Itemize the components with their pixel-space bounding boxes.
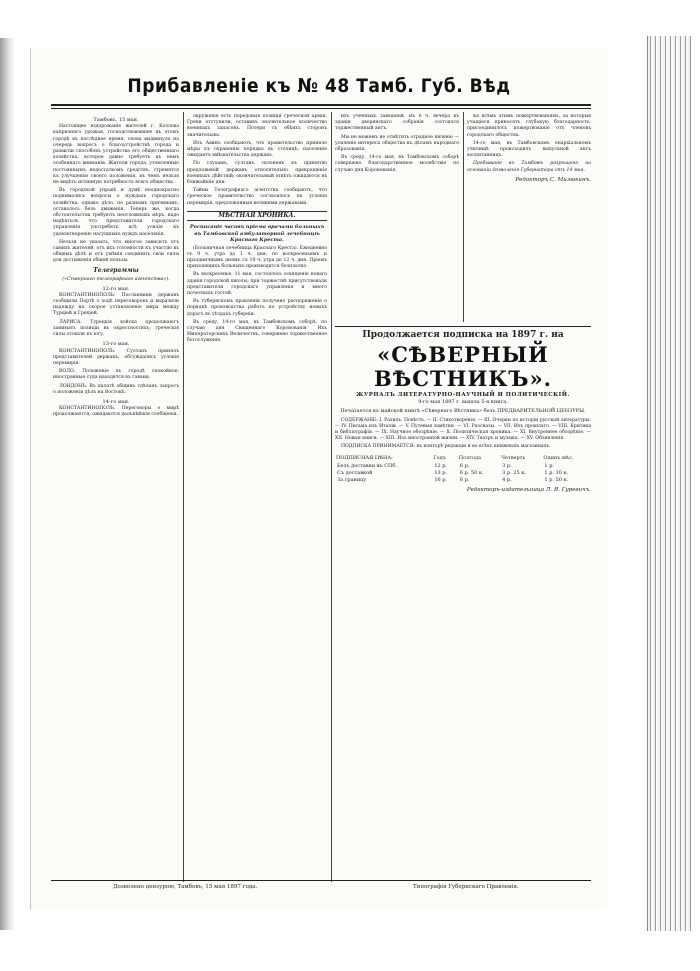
footer-rule: [51, 880, 591, 881]
article-paragraph: Въ среду, 14-го мая, въ Тамбовскомъ соборѣ совершено благодарственное молебствіе по случаю дня Коронованія.: [335, 155, 459, 173]
article-paragraph: Настоящее вздорожаніе жителей г. Козлова капризнаго урожая, господствовавшее въ этомъ городѣ въ послѣднее время, снова выдвинуло на очередь вопросъ о благоустройствѣ города и развитіи способовъ устройства его общественнаго хозяйства, которое давно требуетъ въ немъ особеннаго вниманія. Жители города, утомленные постояннымъ недостаткомъ средствъ, стремятся къ улучшенію своего положенія, въ чемъ нельзя не видѣть истинную потребность всего общества.: [53, 124, 179, 186]
article-paragraph: Въ городской управѣ и думѣ неоднократно поднимались вопросы о нуждахъ городскаго хозяйства; однако дѣло, по разнымъ причинамъ, оставалось безъ движенія. Теперь же, когда обстоятельства требуютъ неотложныхъ мѣръ, надо надѣяться, что представители городскаго управленія употребятъ всѣ усилія къ удовлетворенію насущныхъ нуждъ населенія.: [53, 188, 179, 237]
telegram-subheading: («Сѣвернаго телеграфнаго агентства»).: [62, 276, 170, 282]
telegram-heading: Телеграммы: [93, 266, 139, 274]
price-cell: 8 р.: [459, 476, 470, 483]
price-cell: 13 р.: [434, 469, 448, 476]
price-col-header: Четверть: [501, 454, 526, 461]
editor-signature: Редакторъ С. Милюкинъ.: [515, 176, 591, 183]
chronicle-paragraph: Въ среду, 14-го мая, въ Тамбовскомъ соборѣ, по случаю дня Священнаго Коронованія Ихъ Императорскихъ Величествъ, совершено торжественное богослуженіе.: [187, 319, 327, 344]
column-divider-2: [331, 112, 332, 882]
price-cell: 1 р. 50 к.: [544, 476, 569, 483]
article-paragraph: ихъ учебныхъ заведеній. Въ 6 ч. вечера въ зданіи дворянскаго собранія состоялся торжественный актъ.: [335, 114, 459, 132]
article-paragraph: По слухамъ, султанъ склоненъ къ принятію предложеній державъ относительно прекращенія военныхъ дѣйствій; окончательный отвѣтъ ожидается въ ближайшіе дни.: [187, 161, 327, 186]
price-row-label: За границу: [337, 476, 367, 483]
column-1: [53, 114, 179, 880]
page-title: Прибавленіе къ № 48 Тамб. Губ. Вѣд: [127, 75, 511, 97]
price-cell: 12 р.: [434, 462, 448, 469]
subscription-info: ПОДПИСКА ПРИНИМАЕТСЯ: въ конторѣ редакціи и во всѣхъ книжныхъ магазинахъ.: [341, 444, 551, 450]
price-cell: 3 р.: [502, 462, 512, 469]
local-chronicle-heading: МѢСТНАЯ ХРОНИКА.: [187, 211, 327, 221]
price-cell: 1 р.: [544, 462, 554, 469]
chronicle-paragraph: Въ воскресенье, 11 мая, состоялось освященіе новаго зданія городской школы; при торжествѣ присутствовали представители городскаго управленія и много почетныхъ гостей.: [187, 272, 327, 296]
price-col-header: Годъ: [433, 454, 446, 461]
price-cell: 6 р. 50 к.: [459, 469, 484, 476]
price-row: [335, 463, 591, 470]
schedule-text: (Больничная лечебница Краснаго Креста). Ежедневно съ 9 ч. утра до 1 ч. дня; по воскресеньямъ и праздничнымъ днямъ съ 10 ч. утра до 12 ч. дня. Пріемъ приходящихъ больныхъ производится безплатно.: [187, 245, 327, 270]
dateline: Тамбовъ, 15 мая.: [93, 117, 139, 123]
column-3-left: [335, 114, 459, 322]
ad-subtitle: ЖУРНАЛЪ ЛИТЕРАТУРНО-НАУЧНЫЙ И ПОЛИТИЧЕСКІЙ.: [356, 392, 570, 398]
telegram-item: ЛАРИСА. Турецкія войска продолжаютъ занимать позиціи въ окрестностяхъ; греческія силы отошли къ югу.: [53, 319, 179, 338]
price-heading: ПОДПИСНАЯ ЦѢНА:: [336, 454, 393, 461]
telegram-item: КОНСТАНТИНОПОЛЬ. Посланники державъ сообщили Портѣ о ходѣ переговоровъ и выразили надежду на скорое установленіе мира между Турціей и Греціей.: [53, 292, 179, 317]
column-3-right: [467, 114, 591, 322]
telegram-item: ВОЛО. Положеніе въ городѣ спокойное; иностранные суда находятся въ гавани.: [53, 369, 179, 381]
price-row-label: Безъ доставки въ СПб.: [337, 462, 397, 469]
newspaper-page: [30, 48, 607, 910]
telegram-item: ЛОНДОНЪ. Въ палатѣ общинъ сдѣланъ запросъ о положеніи дѣлъ на Востокѣ.: [53, 383, 179, 395]
header-rule-thin: [51, 108, 591, 109]
permission-note: Пребываніе въ Тамбовѣ разрѣшено на основаніи дозволенія Губернатора отъ 14 мая.: [467, 161, 591, 173]
price-row-label: Съ доставкой: [337, 469, 373, 476]
telegram-date: 14-го мая.: [102, 398, 130, 405]
price-cell: 4 р.: [502, 476, 512, 483]
printer-footer: Типографія Губернскаго Правленія.: [413, 884, 519, 890]
article-paragraph: окруженіе есть передовыя позиціи греческой арміи. Греки отступили, оставивъ значительное количество военныхъ запасовъ. Потери съ обѣихъ сторонъ значительны.: [187, 114, 327, 138]
book-spine: [0, 38, 14, 930]
article-paragraph: Нельзя не указать, что многое зависитъ отъ самихъ жителей, отъ ихъ готовности къ участію въ общемъ дѣлѣ и отъ умѣнія соединить свои силы для достиженія общей пользы.: [53, 239, 179, 264]
header-rule: [51, 104, 591, 106]
price-cell: 3 р. 25 к.: [502, 469, 526, 476]
censorship-footer: Дозволено цензурою, Тамбовъ, 15 мая 1897 года.: [113, 884, 258, 890]
price-cell: 16 р.: [434, 476, 448, 483]
telegram-item: КОНСТАНТИНОПОЛЬ. Султанъ принялъ представителей державъ; обсуждались условія перемирія.: [53, 348, 179, 366]
page-edges: [647, 36, 692, 931]
column-divider-1: [183, 112, 184, 882]
ad-issue-note: 9-го мая 1897 г. вышла 5-я книга.: [418, 399, 508, 406]
price-col-header: Полгода: [458, 454, 482, 461]
article-paragraph: Тайны Телеграфнаго агентства сообщаютъ, что греческое правительство согласилось на условія перемирія, предложенныя великими державами.: [187, 188, 327, 206]
article-paragraph: Изъ Аѳинъ сообщаютъ, что правительство приняло мѣры къ охраненію порядка въ столицѣ; населеніе ожидаетъ вмѣшательства державъ.: [187, 140, 327, 159]
telegram-date: 13-го мая.: [102, 341, 130, 348]
ad-rule: [335, 326, 591, 327]
ad-contents: СОДЕРЖАНІЕ: I. Рахиль. Повѣсть. — II. Стихотворенія. — III. Очерки по исторіи русской литературы. — IV. Письма изъ Италіи. — V. Путевыя замѣтки. — VI. Разсказы. — VII. Изъ прошлаго. — VIII. Критика и библіографія. — IX. Научное обозрѣніе. — X. Политическая хроника. — XI. Внутреннее обозрѣніе. — XII. Новыя книги. — XIII. Изъ иностранной жизни. — XIV. Театръ и музыка. — XV. Объявленія.: [335, 417, 591, 442]
ad-title: «СѢВЕРНЫЙ ВѢСТНИКЪ».: [374, 342, 552, 391]
schedule-heading: Росписаніе часовъ пріема врачами больныхъ въ Тамбовской амбулаторной лечебницѣ Краснаго Креста.: [189, 224, 325, 244]
telegram-date: 12-го мая.: [102, 285, 130, 292]
article-paragraph: Мы не можемъ не отмѣтить отрадное явленіе — усиленіе интереса общества къ дѣламъ народнаго образованія.: [335, 134, 459, 153]
price-row: [335, 477, 591, 484]
article-paragraph: Ко всѣмъ этимъ пожертвованіямъ, за которыя учащіеся приносятъ глубокую благодарность, присоединилось пожертвованіе отъ членовъ городскаго общества.: [467, 114, 591, 138]
price-cell: 6 р.: [459, 462, 470, 469]
column-3: [335, 114, 591, 880]
price-row: [335, 470, 591, 477]
advertisement: [335, 326, 591, 493]
ad-censorship-note: Печатается въ майской книгѣ «Сѣвернаго Вѣстника» безъ ПРЕДВАРИТЕЛЬНОЙ ЦЕНЗУРЫ.: [340, 408, 586, 415]
publisher-signature: Редакторъ-издательница Л. Я. Гуревичъ.: [466, 486, 591, 493]
price-col-header: Одинъ мѣс.: [543, 454, 574, 461]
chronicle-paragraph: Въ губернскомъ правленіи получено распоряженіе о порядкѣ производства работъ по устройству новыхъ дорогъ въ уѣздахъ губерніи.: [187, 299, 327, 317]
article-paragraph: 14-го мая, въ Тамбовскомъ епархіальномъ училищѣ происходилъ выпускной актъ воспитанницъ.: [467, 140, 591, 159]
column-2: [187, 114, 327, 880]
price-table: [335, 454, 591, 484]
ad-heading: Продолжается подписка на 1897 г. на: [362, 330, 564, 340]
telegram-item: КОНСТАНТИНОПОЛЬ. Переговоры о мирѣ продолжаются; ожидаются дальнѣйшія сообщенія.: [53, 406, 179, 418]
price-cell: 1 р. 10 к.: [544, 469, 569, 476]
